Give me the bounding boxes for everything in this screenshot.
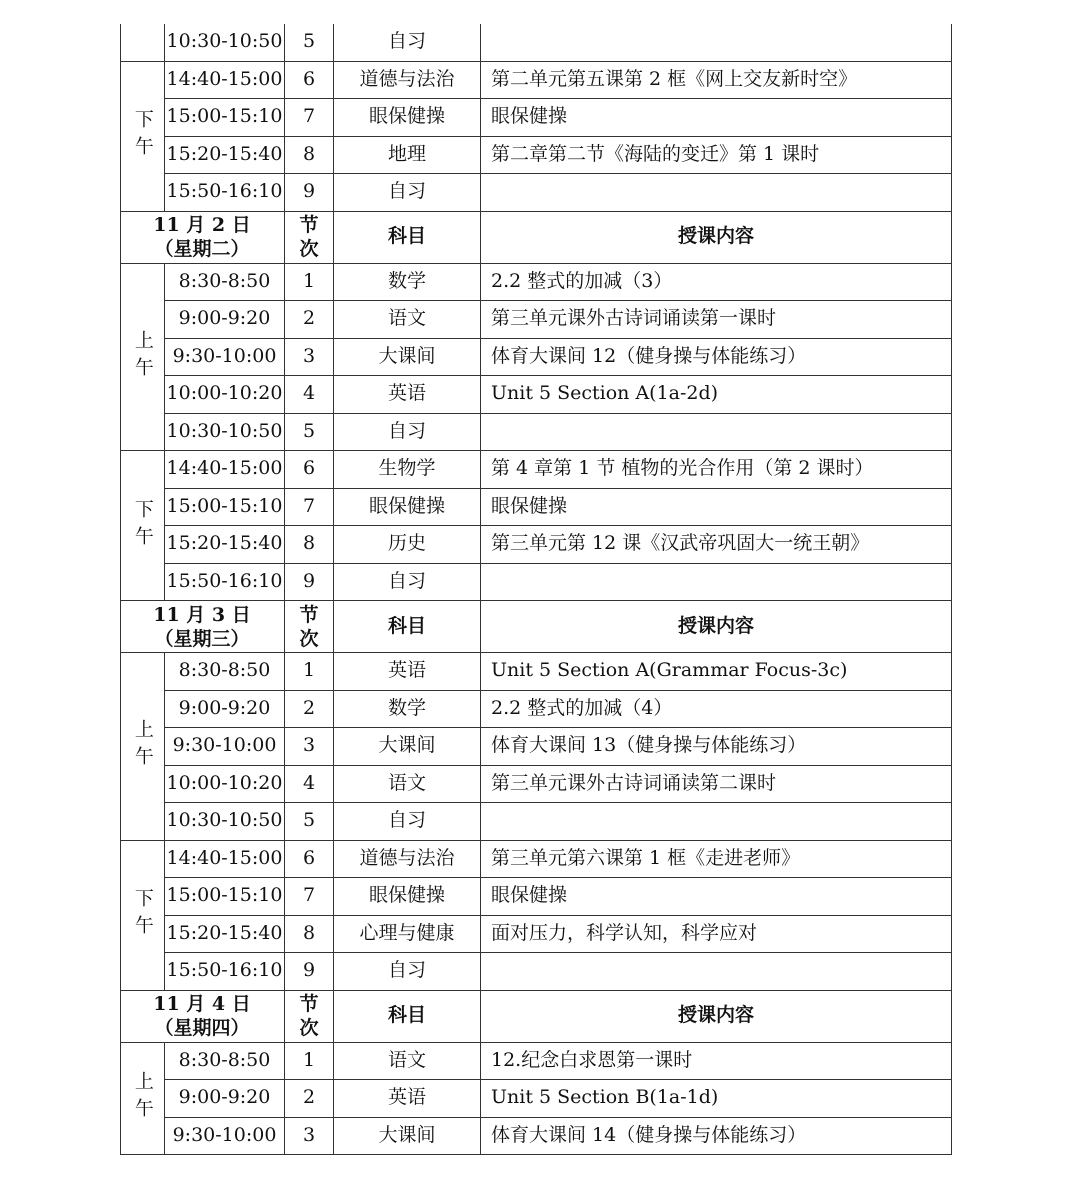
time-cell: 15:20-15:40 xyxy=(165,526,285,564)
lesson-number-header xyxy=(285,212,334,264)
day-weekday: （星期二） xyxy=(154,238,250,260)
subject-cell: 生物学 xyxy=(334,451,481,489)
period-label-continued xyxy=(120,24,165,62)
subject-cell: 数学 xyxy=(334,264,481,302)
content-cell: 面对压力，科学认知，科学应对 xyxy=(481,916,952,954)
time-cell: 9:30-10:00 xyxy=(165,728,285,766)
lesson-number: 7 xyxy=(285,99,334,137)
period-label-text: 下午 xyxy=(131,109,154,163)
content-cell: 眼保健操 xyxy=(481,489,952,527)
lesson-number-header xyxy=(285,601,334,653)
lesson-number: 8 xyxy=(285,916,334,954)
content-header: 授课内容 xyxy=(481,991,952,1043)
content-cell: 第二章第二节《海陆的变迁》第 1 课时 xyxy=(481,137,952,175)
time-cell: 8:30-8:50 xyxy=(165,1043,285,1081)
time-cell: 9:00-9:20 xyxy=(165,301,285,339)
subject-cell: 自习 xyxy=(334,414,481,452)
subject-cell: 眼保健操 xyxy=(334,99,481,137)
time-cell: 8:30-8:50 xyxy=(165,264,285,302)
lesson-number: 5 xyxy=(285,414,334,452)
time-cell: 14:40-15:00 xyxy=(165,62,285,100)
subject-cell: 道德与法治 xyxy=(334,841,481,879)
time-cell: 14:40-15:00 xyxy=(165,841,285,879)
lesson-number: 3 xyxy=(285,339,334,377)
period-label-text: 下午 xyxy=(131,888,154,942)
lesson-number: 8 xyxy=(285,526,334,564)
lesson-number-header-char: 次 xyxy=(299,627,319,650)
content-cell: 第三单元课外古诗词诵读第二课时 xyxy=(481,766,952,804)
subject-cell: 大课间 xyxy=(334,1118,481,1156)
content-cell xyxy=(481,953,952,991)
content-cell: 12.纪念白求恩第一课时 xyxy=(481,1043,952,1081)
lesson-number: 1 xyxy=(285,264,334,302)
lesson-number: 7 xyxy=(285,489,334,527)
lesson-number: 2 xyxy=(285,691,334,729)
time-cell: 15:50-16:10 xyxy=(165,174,285,212)
content-cell xyxy=(481,564,952,602)
content-cell: 第三单元课外古诗词诵读第一课时 xyxy=(481,301,952,339)
subject-header: 科目 xyxy=(334,212,481,264)
lesson-number: 3 xyxy=(285,1118,334,1156)
day-date: 11 月 2 日 xyxy=(153,214,251,236)
content-cell: 体育大课间 12（健身操与体能练习） xyxy=(481,339,952,377)
content-cell xyxy=(481,414,952,452)
period-label xyxy=(120,841,165,991)
lesson-number: 7 xyxy=(285,878,334,916)
content-cell xyxy=(481,24,952,62)
subject-cell: 大课间 xyxy=(334,728,481,766)
content-cell: Unit 5 Section A(1a-2d) xyxy=(481,376,952,414)
subject-cell: 英语 xyxy=(334,653,481,691)
period-label xyxy=(120,653,165,841)
lesson-number: 2 xyxy=(285,301,334,339)
time-cell: 9:00-9:20 xyxy=(165,691,285,729)
time-cell: 15:50-16:10 xyxy=(165,953,285,991)
subject-cell: 数学 xyxy=(334,691,481,729)
lesson-number: 5 xyxy=(285,803,334,841)
subject-cell: 心理与健康 xyxy=(334,916,481,954)
time-cell: 15:00-15:10 xyxy=(165,489,285,527)
subject-header: 科目 xyxy=(334,601,481,653)
lesson-number: 6 xyxy=(285,841,334,879)
subject-cell: 语文 xyxy=(334,301,481,339)
content-cell: 眼保健操 xyxy=(481,878,952,916)
time-cell: 9:30-10:00 xyxy=(165,339,285,377)
subject-header: 科目 xyxy=(334,991,481,1043)
content-cell: 第三单元第 12 课《汉武帝巩固大一统王朝》 xyxy=(481,526,952,564)
time-cell: 10:00-10:20 xyxy=(165,376,285,414)
content-cell: 第三单元第六课第 1 框《走进老师》 xyxy=(481,841,952,879)
table-left-border xyxy=(120,24,121,1155)
lesson-number-header-char: 节 xyxy=(299,993,319,1015)
subject-cell: 语文 xyxy=(334,766,481,804)
lesson-number: 9 xyxy=(285,174,334,212)
day-weekday: （星期三） xyxy=(154,627,250,650)
time-cell: 10:30-10:50 xyxy=(165,803,285,841)
day-date: 11 月 3 日 xyxy=(153,603,251,626)
lesson-number-header-char: 节 xyxy=(299,214,319,236)
period-label xyxy=(120,1043,165,1156)
lesson-number: 9 xyxy=(285,953,334,991)
time-cell: 15:00-15:10 xyxy=(165,99,285,137)
time-cell: 8:30-8:50 xyxy=(165,653,285,691)
content-cell: 2.2 整式的加减（3） xyxy=(481,264,952,302)
lesson-number-header-char: 次 xyxy=(299,1017,319,1039)
subject-cell: 自习 xyxy=(334,953,481,991)
content-cell: 2.2 整式的加减（4） xyxy=(481,691,952,729)
subject-cell: 英语 xyxy=(334,376,481,414)
subject-cell: 大课间 xyxy=(334,339,481,377)
subject-cell: 自习 xyxy=(334,803,481,841)
subject-cell: 语文 xyxy=(334,1043,481,1081)
subject-cell: 地理 xyxy=(334,137,481,175)
content-cell: 第二单元第五课第 2 框《网上交友新时空》 xyxy=(481,62,952,100)
period-label-text: 下午 xyxy=(131,498,154,553)
period-label-text: 上午 xyxy=(131,719,154,774)
time-cell: 15:20-15:40 xyxy=(165,137,285,175)
subject-cell: 英语 xyxy=(334,1080,481,1118)
content-cell xyxy=(481,803,952,841)
time-cell: 15:50-16:10 xyxy=(165,564,285,602)
time-cell: 15:20-15:40 xyxy=(165,916,285,954)
lesson-number: 2 xyxy=(285,1080,334,1118)
lesson-number: 3 xyxy=(285,728,334,766)
subject-cell: 眼保健操 xyxy=(334,489,481,527)
content-header: 授课内容 xyxy=(481,601,952,653)
period-label xyxy=(120,264,165,452)
content-cell: 第 4 章第 1 节 植物的光合作用（第 2 课时） xyxy=(481,451,952,489)
day-date-header xyxy=(120,991,285,1043)
content-cell: Unit 5 Section A(Grammar Focus-3c) xyxy=(481,653,952,691)
lesson-number-header xyxy=(285,991,334,1043)
content-header: 授课内容 xyxy=(481,212,952,264)
lesson-number: 4 xyxy=(285,766,334,804)
content-cell: 眼保健操 xyxy=(481,99,952,137)
period-label xyxy=(120,62,165,212)
lesson-number: 1 xyxy=(285,1043,334,1081)
content-cell: 体育大课间 14（健身操与体能练习） xyxy=(481,1118,952,1156)
time-cell: 10:30-10:50 xyxy=(165,414,285,452)
subject-cell: 自习 xyxy=(334,24,481,62)
subject-cell: 道德与法治 xyxy=(334,62,481,100)
time-cell: 10:00-10:20 xyxy=(165,766,285,804)
time-cell: 9:30-10:00 xyxy=(165,1118,285,1156)
day-date-header xyxy=(120,601,285,653)
content-cell xyxy=(481,174,952,212)
day-weekday: （星期四） xyxy=(154,1017,250,1039)
time-cell: 15:00-15:10 xyxy=(165,878,285,916)
time-cell: 14:40-15:00 xyxy=(165,451,285,489)
lesson-number: 9 xyxy=(285,564,334,602)
lesson-number: 8 xyxy=(285,137,334,175)
period-label-text: 上午 xyxy=(131,1071,154,1126)
lesson-number: 4 xyxy=(285,376,334,414)
subject-cell: 眼保健操 xyxy=(334,878,481,916)
period-label xyxy=(120,451,165,601)
lesson-number-header-char: 节 xyxy=(299,603,319,626)
lesson-number: 5 xyxy=(285,24,334,62)
subject-cell: 自习 xyxy=(334,564,481,602)
day-date-header xyxy=(120,212,285,264)
content-cell: Unit 5 Section B(1a-1d) xyxy=(481,1080,952,1118)
time-cell: 9:00-9:20 xyxy=(165,1080,285,1118)
lesson-number: 1 xyxy=(285,653,334,691)
subject-cell: 历史 xyxy=(334,526,481,564)
subject-cell: 自习 xyxy=(334,174,481,212)
lesson-number: 6 xyxy=(285,451,334,489)
time-cell: 10:30-10:50 xyxy=(165,24,285,62)
lesson-number-header-char: 次 xyxy=(299,238,319,260)
day-date: 11 月 4 日 xyxy=(153,993,251,1015)
lesson-number: 6 xyxy=(285,62,334,100)
content-cell: 体育大课间 13（健身操与体能练习） xyxy=(481,728,952,766)
period-label-text: 上午 xyxy=(131,329,154,384)
